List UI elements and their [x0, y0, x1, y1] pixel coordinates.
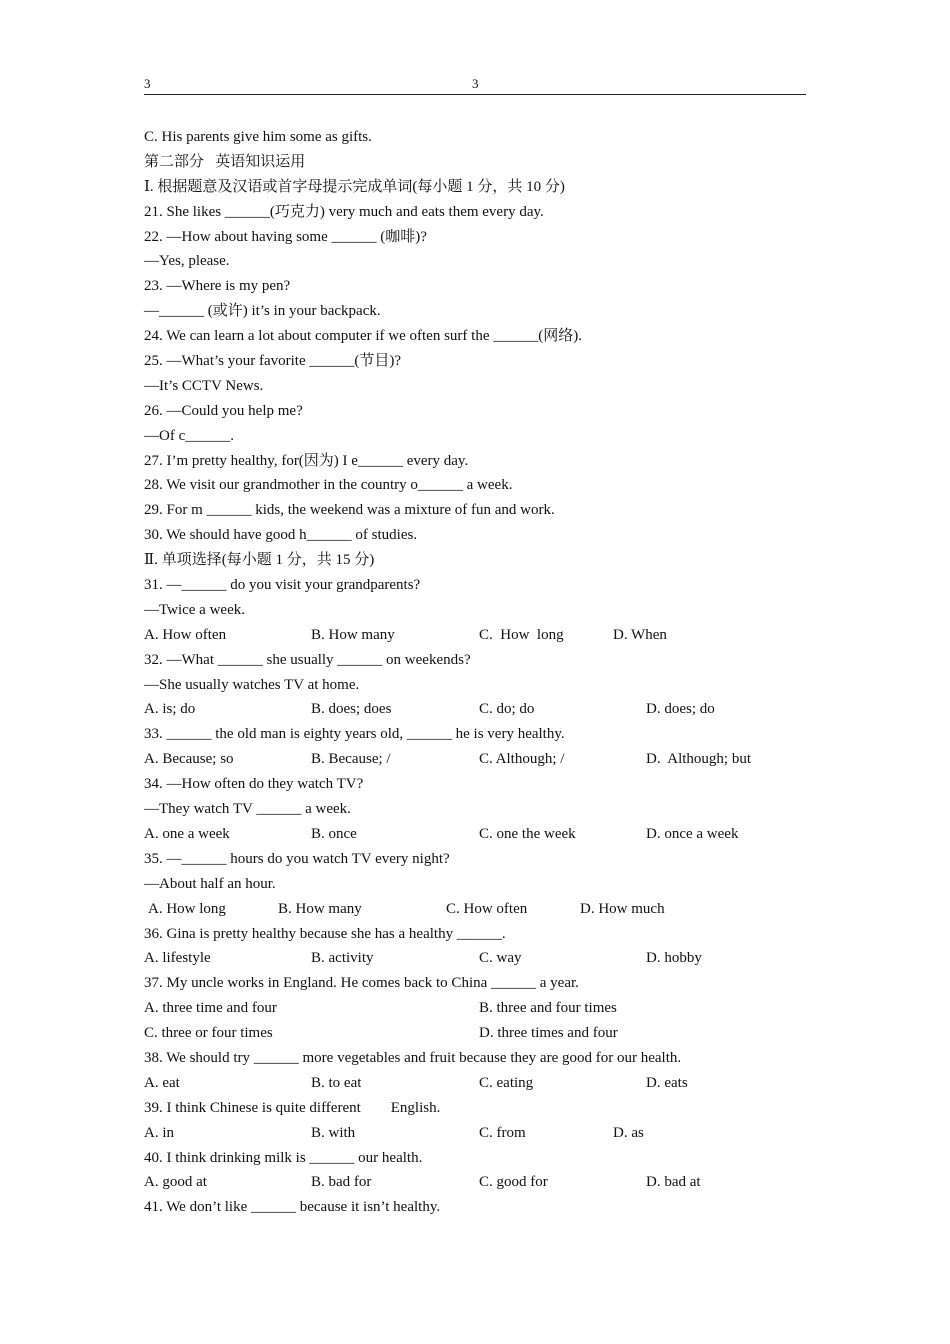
- options-34: [144, 822, 806, 847]
- option-d: D. Although; but: [646, 751, 752, 768]
- option-d: D. How much: [580, 900, 665, 917]
- page-number-left: 3: [144, 76, 151, 91]
- question-22: 22. —How about having some ______ (咖啡)?: [144, 228, 427, 245]
- question-30: 30. We should have good h______ of studies.: [144, 527, 418, 544]
- option-a: A. three time and four: [144, 1000, 277, 1017]
- question-33: 33. ______ the old man is eighty years old, ______ he is very healthy.: [144, 726, 565, 743]
- question-26: 26. —Could you help me?: [144, 402, 303, 419]
- answer-line: —It’s CCTV News.: [144, 377, 264, 394]
- options-39: [144, 1121, 806, 1146]
- option-b: B. Because; /: [311, 751, 391, 768]
- answer-line: —About half an hour.: [144, 875, 276, 892]
- option-b: B. bad for: [311, 1174, 372, 1191]
- answer-line: —They watch TV ______ a week.: [144, 801, 351, 818]
- part-heading: 第二部分 英语知识运用: [144, 153, 306, 170]
- options-37-row2: [144, 1021, 806, 1046]
- option-b: B. once: [311, 825, 357, 842]
- option-a: A. How long: [148, 900, 226, 917]
- question-39: 39. I think Chinese is quite different English.: [144, 1099, 441, 1116]
- options-35: [144, 897, 806, 922]
- option-d: D. eats: [646, 1074, 688, 1091]
- option-b: B. activity: [311, 950, 374, 967]
- answer-line: —Yes, please.: [144, 253, 230, 270]
- option-c: C. eating: [479, 1074, 534, 1091]
- page-header: [144, 76, 806, 95]
- question-37: 37. My uncle works in England. He comes back to China ______ a year.: [144, 975, 579, 992]
- question-32: 32. —What ______ she usually ______ on weekends?: [144, 651, 471, 668]
- question-35: 35. —______ hours do you watch TV every night?: [144, 850, 450, 867]
- question-24: 24. We can learn a lot about computer if we often surf the ______(网络).: [144, 328, 582, 345]
- options-40: [144, 1170, 806, 1195]
- options-37-row1: [144, 996, 806, 1021]
- answer-line: —She usually watches TV at home.: [144, 676, 360, 693]
- option-b: B. three and four times: [479, 1000, 617, 1017]
- option-b: B. How many: [311, 626, 395, 643]
- question-27: 27. I’m pretty healthy, for(因为) I e______ every day.: [144, 452, 469, 469]
- option-d: D. bad at: [646, 1174, 701, 1191]
- option-a: A. eat: [144, 1074, 180, 1091]
- question-40: 40. I think drinking milk is ______ our health.: [144, 1149, 423, 1166]
- option-c: C. good for: [479, 1174, 548, 1191]
- option-d: D. When: [613, 626, 667, 643]
- option-d: D. does; do: [646, 701, 715, 718]
- question-38: 38. We should try ______ more vegetables and fruit because they are good for our health.: [144, 1049, 682, 1066]
- text-line: C. His parents give him some as gifts.: [144, 129, 372, 145]
- option-b: B. How many: [278, 900, 362, 917]
- option-a: A. How often: [144, 626, 227, 643]
- options-38: [144, 1071, 806, 1096]
- question-23: 23. —Where is my pen?: [144, 278, 291, 295]
- options-36: [144, 946, 806, 971]
- section-heading: Ⅱ. 单项选择(每小题 1 分，共 15 分): [144, 552, 375, 569]
- option-d: D. hobby: [646, 950, 702, 967]
- options-32: [144, 697, 806, 722]
- option-a: A. in: [144, 1124, 174, 1141]
- option-c: C. do; do: [479, 701, 535, 718]
- document-body: [144, 125, 806, 1220]
- question-36: 36. Gina is pretty healthy because she has a healthy ______.: [144, 925, 506, 942]
- option-d: D. as: [613, 1124, 644, 1141]
- options-31: [144, 623, 806, 648]
- question-21: 21. She likes ______(巧克力) very much and eats them every day.: [144, 203, 544, 220]
- option-a: A. one a week: [144, 825, 230, 842]
- option-a: A. is; do: [144, 701, 196, 718]
- option-c: C. Although; /: [479, 751, 565, 768]
- section-heading: Ⅰ. 根据题意及汉语或首字母提示完成单词(每小题 1 分，共 10 分): [144, 178, 565, 195]
- option-b: B. with: [311, 1124, 356, 1141]
- option-c: C. How often: [446, 900, 528, 917]
- answer-line: —______ (或许) it’s in your backpack.: [144, 303, 381, 320]
- option-b: B. does; does: [311, 701, 392, 718]
- question-25: 25. —What’s your favorite ______(节目)?: [144, 353, 402, 370]
- question-28: 28. We visit our grandmother in the country o______ a week.: [144, 477, 513, 494]
- option-c: C. three or four times: [144, 1025, 273, 1042]
- option-c: C. How long: [479, 626, 564, 643]
- options-33: [144, 747, 806, 772]
- question-31: 31. —______ do you visit your grandparents?: [144, 577, 421, 594]
- option-a: A. good at: [144, 1174, 207, 1191]
- question-29: 29. For m ______ kids, the weekend was a mixture of fun and work.: [144, 502, 555, 519]
- answer-line: —Of c______.: [144, 427, 234, 444]
- option-b: B. to eat: [311, 1074, 362, 1091]
- answer-line: —Twice a week.: [144, 601, 245, 618]
- question-41: 41. We don’t like ______ because it isn’t healthy.: [144, 1199, 441, 1216]
- question-34: 34. —How often do they watch TV?: [144, 776, 364, 793]
- page-number-center: 3: [472, 76, 479, 91]
- option-a: A. lifestyle: [144, 950, 211, 967]
- option-d: D. three times and four: [479, 1025, 618, 1042]
- option-a: A. Because; so: [144, 751, 234, 768]
- option-c: C. one the week: [479, 825, 576, 842]
- option-c: C. from: [479, 1124, 526, 1141]
- option-c: C. way: [479, 950, 522, 967]
- option-d: D. once a week: [646, 825, 739, 842]
